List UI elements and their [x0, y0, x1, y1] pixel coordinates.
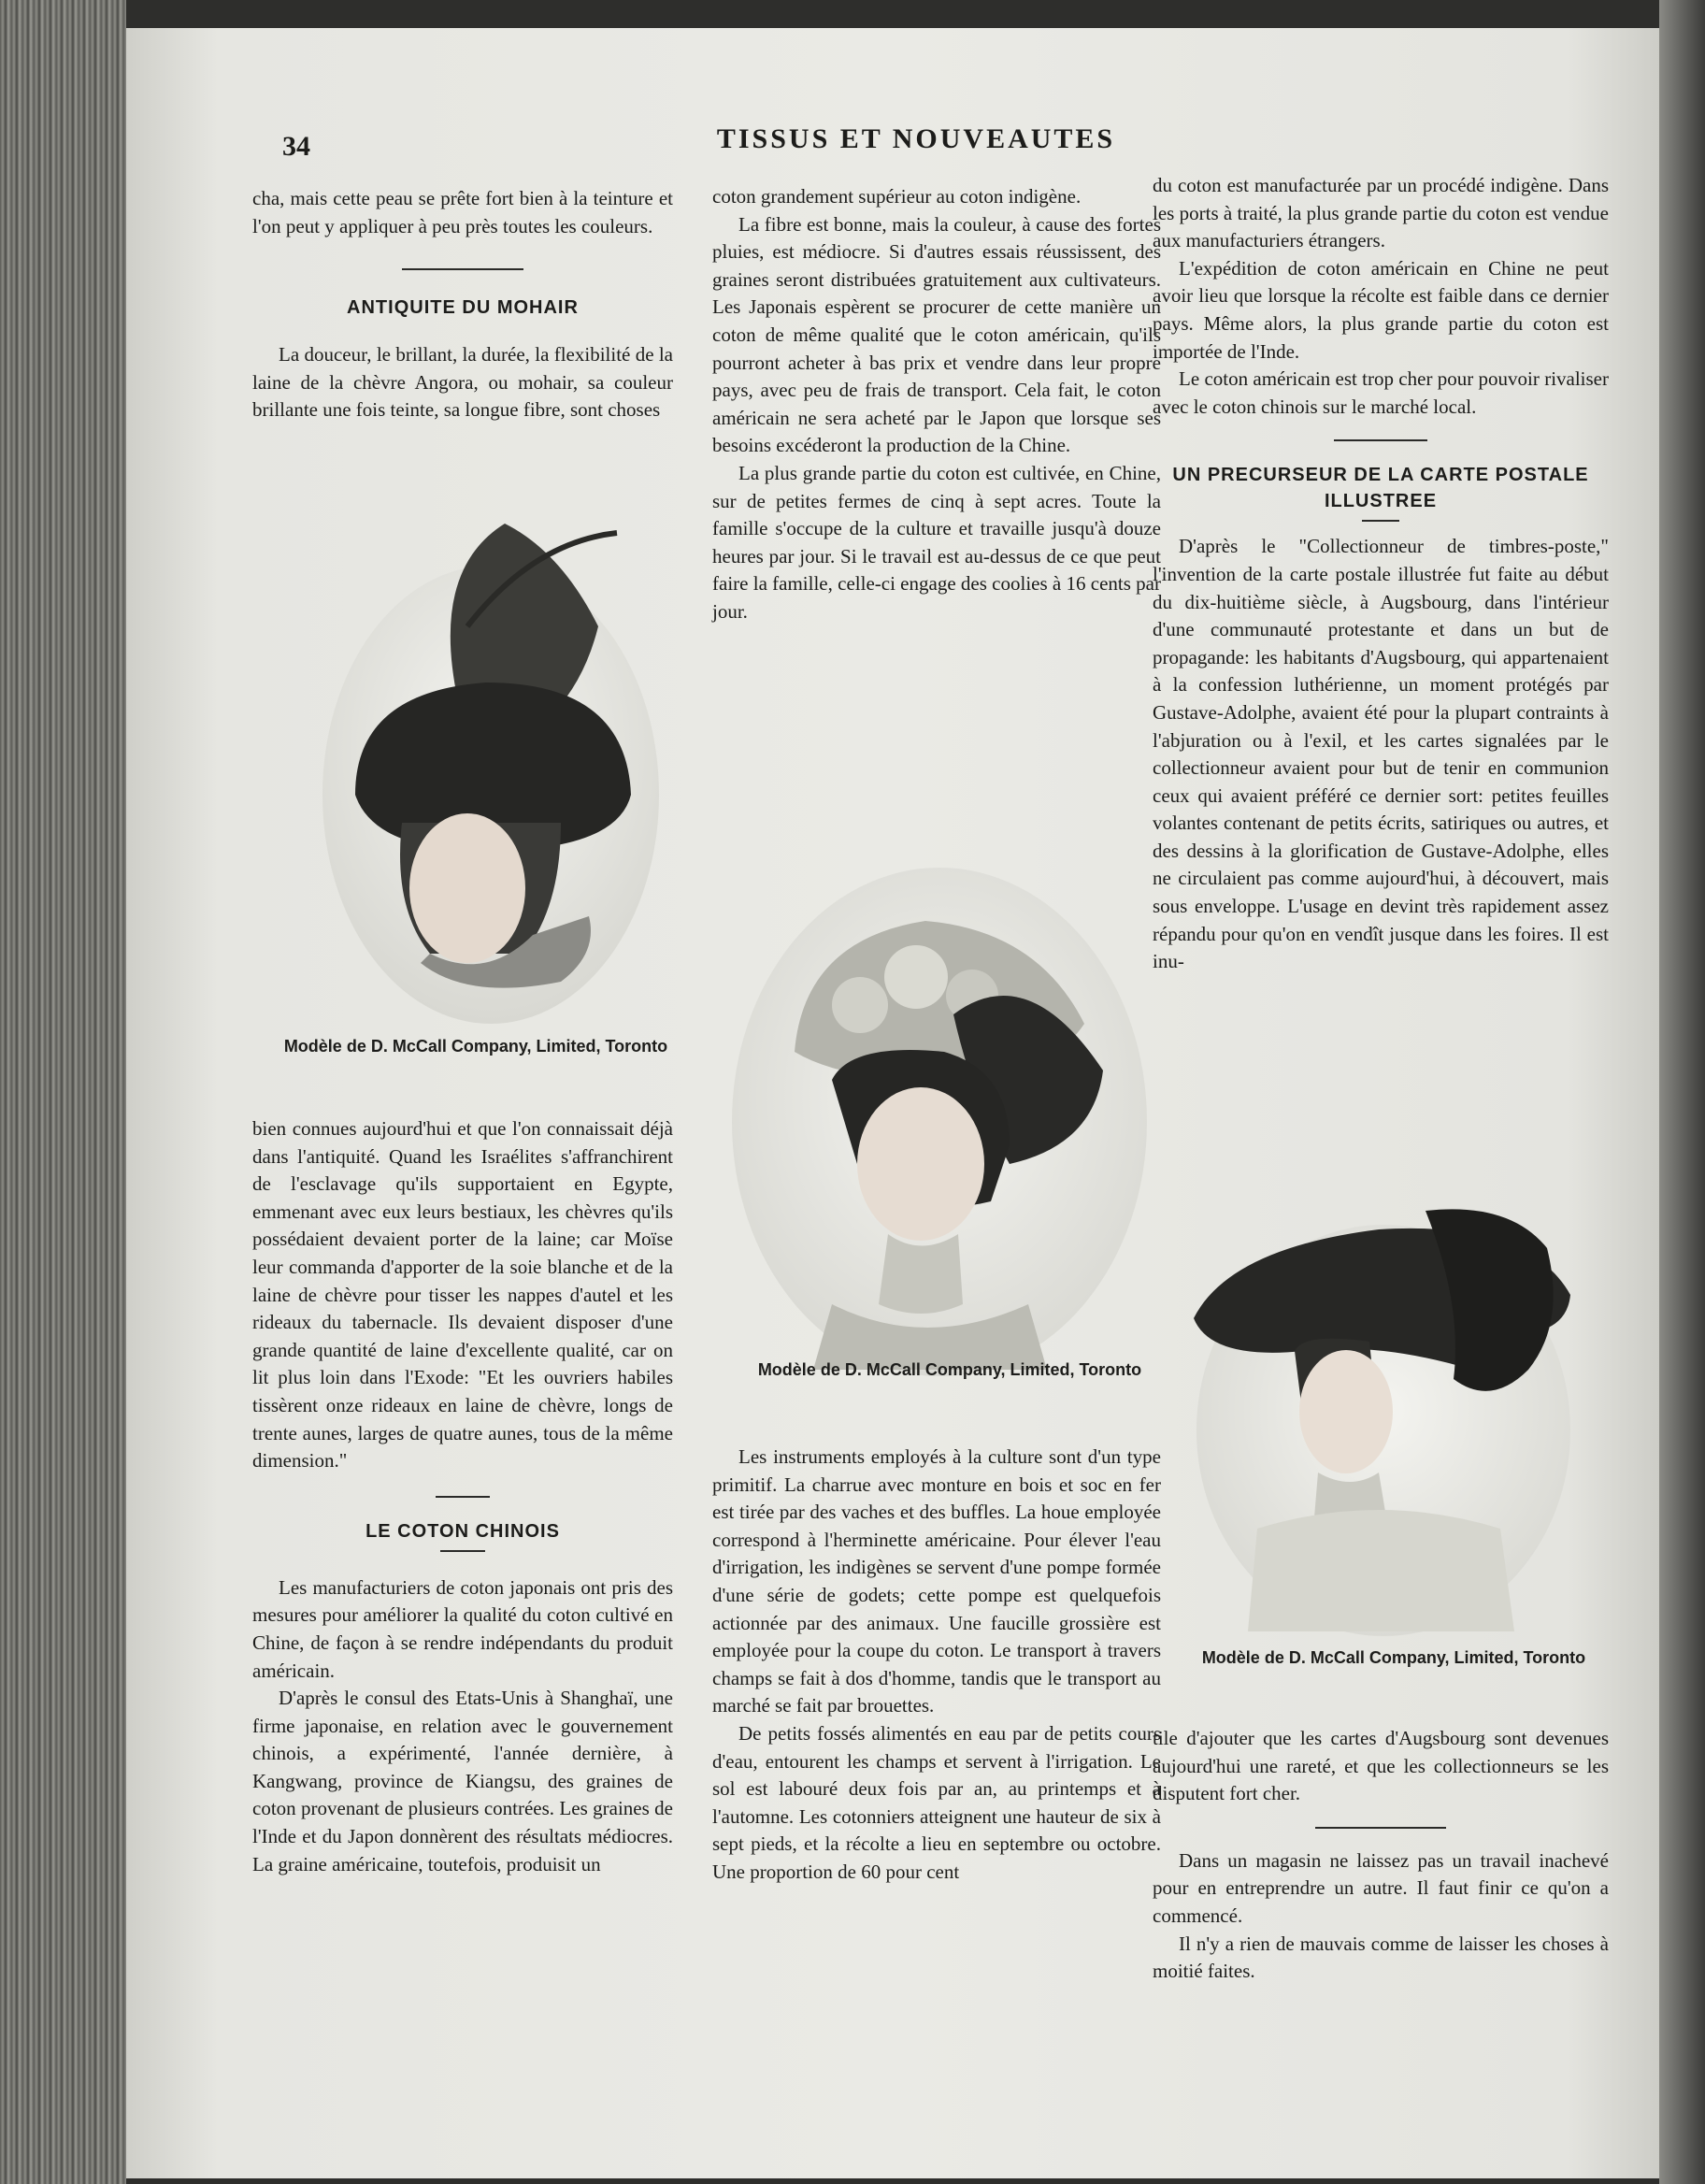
paragraph: La fibre est bonne, mais la couleur, à cause des fortes pluies, est médiocre. Si d'autres essais réussissent, des graines seront distribuées gratuitement aux cultivateurs. Les Japonais espèrent se procurer de cette manière un coton de même qualité que le coton américain, qu'ils pourront acheter à bas prix et vendre dans leur propre pays, avec peu de frais de transport. Cela fait, le coton américain ne sera acheté par le Japon que lorsque ses besoins excéderont la production de la Chine. [712, 212, 1161, 457]
column-3-top [1153, 172, 1609, 976]
paragraph: du coton est manufacturée par un procédé indigène. Dans les ports à traité, la plus grande partie du coton est vendue aux manufacturiers étrangers. [1153, 174, 1609, 252]
paragraph: Il n'y a rien de mauvais comme de laisser les choses à moitié faites. [1153, 1932, 1609, 1983]
illustration-hat-feather [318, 514, 664, 1024]
paragraph: Les manufacturiers de coton japonais ont pris des mesures pour améliorer la qualité du coton cultivé en Chine, de façon à se rendre indépendants du produit américain. [252, 1575, 673, 1682]
page-number: 34 [282, 131, 310, 162]
section-rule [436, 1496, 490, 1498]
paragraph: La douceur, le brillant, la durée, la flexibilité de la laine de la chèvre Angora, ou mohair, sa couleur brillante une fois teinte, sa longue fibre, sont choses [252, 343, 673, 422]
paragraph: L'expédition de coton américain en Chine ne peut avoir lieu que lorsque la récolte est faible dans ce dernier pays. Même alors, la plus grande partie du coton est importée de l'Inde. [1153, 256, 1609, 363]
caption: Modèle de D. McCall Company, Limited, Toronto [1201, 1648, 1586, 1667]
section-rule [1362, 520, 1399, 522]
column-2-bottom [712, 1444, 1161, 1887]
page-edge [1659, 0, 1705, 2184]
caption-1 [252, 1034, 673, 1059]
paragraph: coton grandement supérieur au coton indigène. [712, 185, 1082, 208]
section-rule [440, 1550, 485, 1552]
heading-le-coton-chinois: LE COTON CHINOIS [365, 1520, 560, 1542]
column-1-top [252, 185, 673, 424]
paragraph: D'après le consul des Etats-Unis à Shanghaï, une firme japonaise, en relation avec le gouvernement chinois, a expérimenté, l'année dernière, à Kangwang, province de Kiangsu, des graines de coton provenant de plusieurs contrées. Les graines de l'Inde et du Japon donnèrent des résultats médiocres. La graine américaine, toutefois, produisit un [252, 1687, 673, 1875]
section-rule [1315, 1827, 1446, 1829]
caption-2 [712, 1358, 1161, 1383]
column-2-top [712, 183, 1161, 626]
section-rule [1334, 439, 1427, 441]
paragraph: cha, mais cette peau se prête fort bien à la teinture et l'on peut y appliquer à peu près toutes les couleurs. [252, 187, 673, 237]
paragraph: tile d'ajouter que les cartes d'Augsbourg sont devenues aujourd'hui une rareté, et que les collectionneurs se les disputent fort cher. [1153, 1727, 1609, 1805]
column-1-bottom [252, 1115, 673, 1878]
illustration-hat-roses [729, 865, 1150, 1379]
paragraph: De petits fossés alimentés en eau par de petits cours d'eau, entourent les champs et servent à l'irrigation. Le sol est labouré deux fois par an, au printemps et à l'automne. Les cotonniers atteignent une hauteur de six à sept pieds, et la récolte a lieu en septembre ou octobre. Une proportion de 60 pour cent [712, 1721, 1161, 1883]
paragraph: Dans un magasin ne laissez pas un travail inachevé pour en entreprendre un autre. Il faut finir ce qu'on a commencé. [1153, 1848, 1609, 1927]
heading-precurseur-carte-postale: UN PRECURSEUR DE LA CARTE POSTALE ILLUSTREE [1172, 465, 1589, 512]
caption-3 [1153, 1645, 1609, 1671]
section-rule [402, 268, 523, 270]
paragraph: La plus grande partie du coton est cultivée, en Chine, sur de petites fermes de cinq à sept acres. Toute la famille s'occupe de la culture et travaille jusqu'à douze heures par jour. Si le travail est au-dessus de ce que peut faire la famille, celle-ci engage des coolies à 16 cents par jour. [712, 461, 1161, 623]
paragraph: D'après le "Collectionneur de timbres-poste," l'invention de la carte postale illustrée fut faite au début du dix-huitième siècle, à Augsbourg, dans l'intérieur d'une communauté protestante et dans un but de propagande: les habitants d'Augsbourg, qui appartenaient à la confession luthérienne, un moment protégés par Gustave-Adolphe, avaient été pour la plupart contraints à l'abjuration ou à l'exil, et les cartes signalées par le collectionneur avaient pour but de tenir en communion ceux qui avaient préféré ce dernier sort: petites feuilles volantes contenant de petits écrits, satiriques ou autres, et des dessins à la glorification de Gustave-Adolphe, elles ne circulaient pas comme aujourd'hui, à découvert, mais sous enveloppe. L'usage en devint très rapidement assez répandu pour qu'on en vendît jusque dans les foires. Il est inu- [1153, 535, 1609, 973]
running-title: TISSUS ET NOUVEAUTES [716, 123, 1116, 154]
illustration-wide-brim-hat [1192, 1192, 1575, 1641]
caption: Modèle de D. McCall Company, Limited, Toronto [757, 1360, 1142, 1379]
heading-antiquite-du-mohair: ANTIQUITE DU MOHAIR [347, 297, 579, 319]
paragraph: Les instruments employés à la culture sont d'un type primitif. La charrue avec monture en bois et soc en fer est tirée par des vaches et des buffles. La houe employée correspond à l'herminette américaine. Pour élever l'eau d'irrigation, les indigènes se servent d'une pompe formée d'une série de godets; cette pompe est quelquefois actionnée par des animaux. Une faucille grossière est employée pour la coupe du coton. Le transport à travers champs se fait à dos d'homme, tandis que le transport au marché se fait par brouettes. [712, 1445, 1161, 1717]
paragraph: bien connues aujourd'hui et que l'on connaissait déjà dans l'antiquité. Quand les Israélites s'affranchirent de l'esclavage qu'ils supportaient en Egypte, emmenant avec eux leurs bestiaux, les chèvres qu'ils possédaient devaient porter de la laine; car Moïse leur commanda d'apporter de la soie blanche et de la laine de chèvre pour tisser les nappes d'autel et les rideaux du tabernacle. Ils devaient disposer d'une grande quantité de laine d'excellente qualité, car on lit plus loin dans l'Exode: "Et les ouvriers habiles tissèrent onze rideaux en laine de chèvre, longs de trente aunes, larges de quatre aunes, tous de la même dimension." [252, 1117, 673, 1473]
paragraph: Le coton américain est trop cher pour pouvoir rivaliser avec le coton chinois sur le marché local. [1153, 367, 1609, 418]
column-3-bottom [1153, 1725, 1609, 1986]
caption: Modèle de D. McCall Company, Limited, Toronto [283, 1037, 668, 1056]
book-spine [0, 0, 126, 2184]
